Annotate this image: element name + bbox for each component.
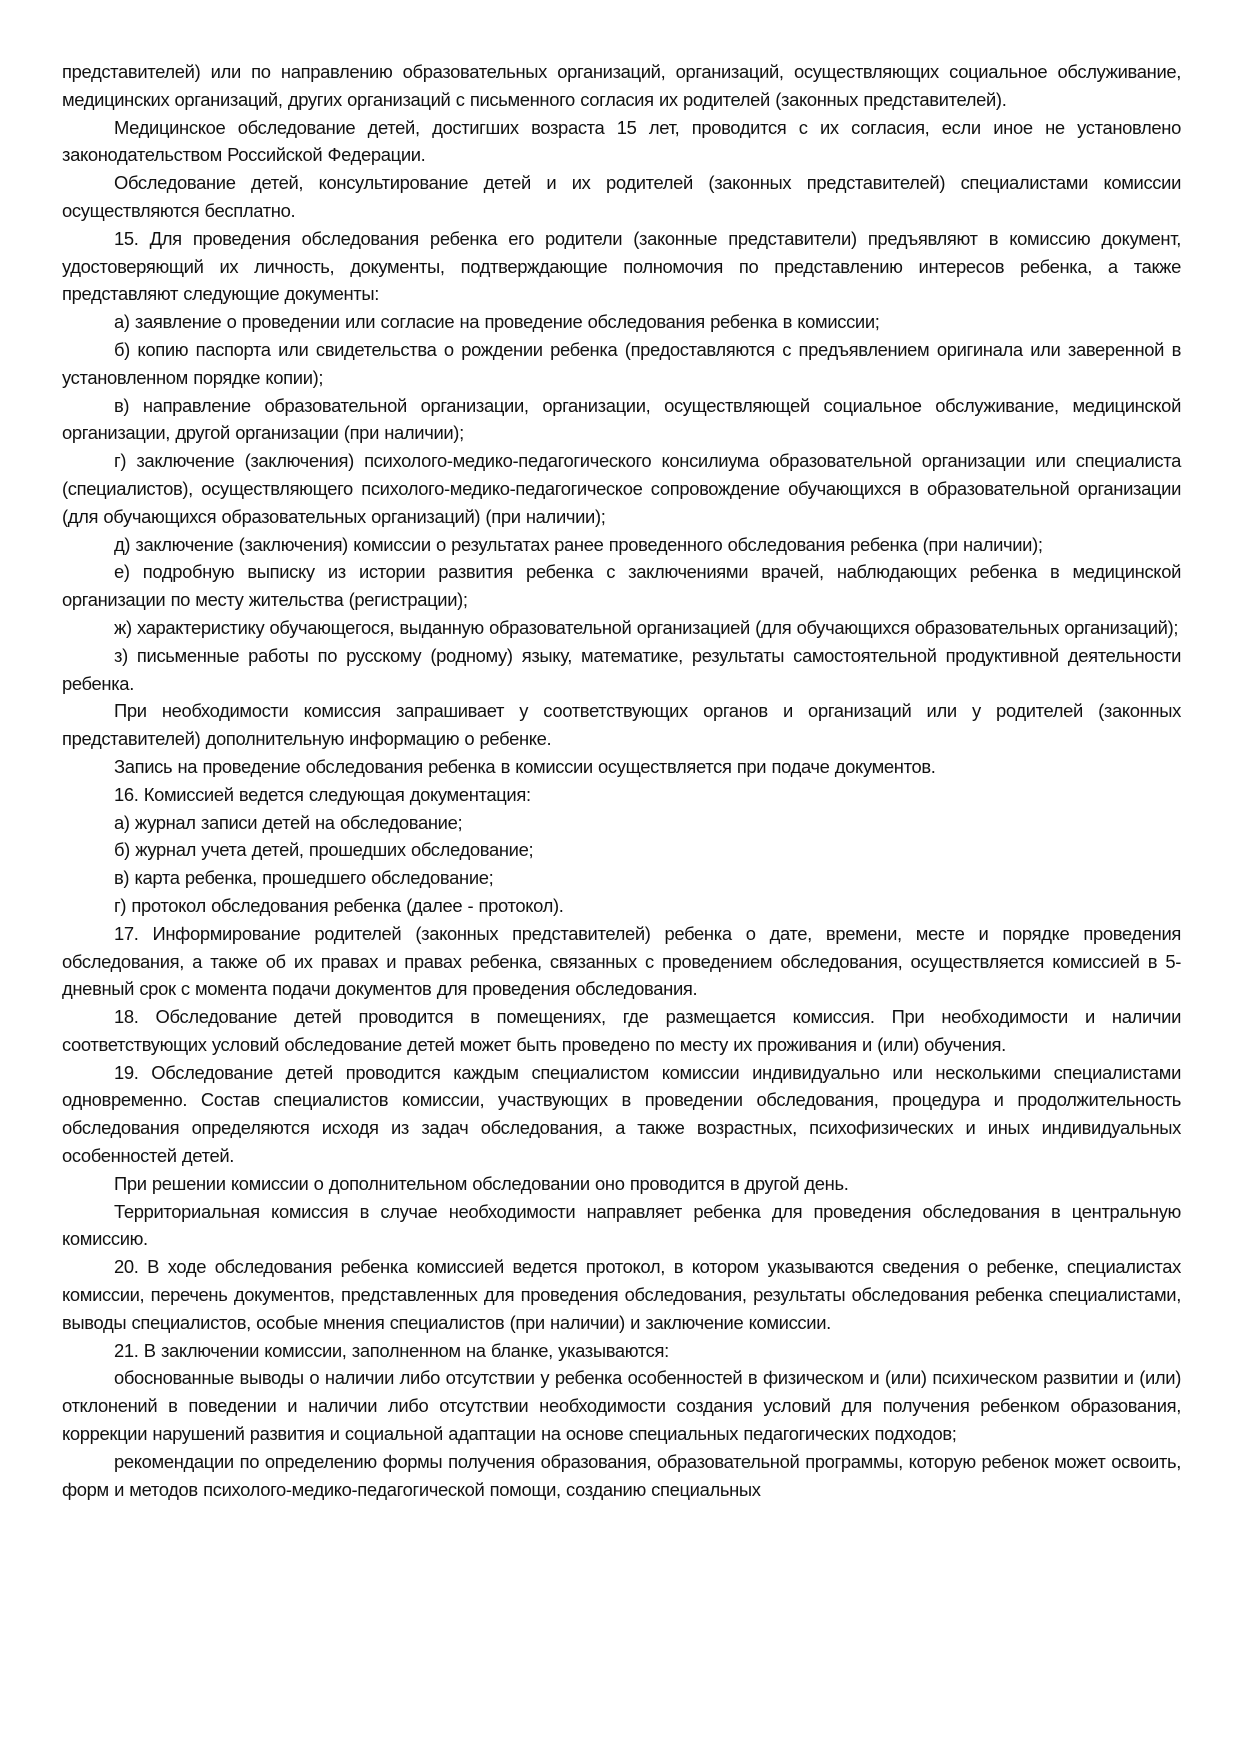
paragraph: б) журнал учета детей, прошедших обследование; (114, 839, 534, 861)
paragraph: г) заключение (заключения) психолого-медико-педагогического консилиума образовательной организации или специалиста (специалистов), осуществляющего психолого-медико-педагогическое сопровождение обучающихся в образовательной организации (для обучающихся образовательных организаций) (при наличии); (62, 450, 1181, 527)
paragraph: 17. Информирование родителей (законных представителей) ребенка о дате, времени, месте и порядке проведения обследования, а также об их правах и правах ребенка, связанных с проведением обследования, осуществляется комиссией в 5-дневный срок с момента подачи документов для проведения обследования. (62, 922, 1181, 1000)
paragraph: обоснованные выводы о наличии либо отсутствии у ребенка особенностей в физическом и (или) психическом развитии и (или) отклонений в поведении и наличии либо отсутствии необходимости создания условий для получения ребенком образования, коррекции нарушений развития и социальной адаптации на основе специальных педагогических подходов; (62, 1367, 1181, 1445)
paragraph: з) письменные работы по русскому (родному) языку, математике, результаты самостоятельной продуктивной деятельности ребенка. (62, 644, 1181, 694)
paragraph: рекомендации по определению формы получения образования, образовательной программы, которую ребенок может освоить, форм и методов психолого-медико-педагогической помощи, созданию специальных (62, 1450, 1181, 1500)
paragraph: 19. Обследование детей проводится каждым специалистом комиссии индивидуально или несколькими специалистами одновременно. Состав специалистов комиссии, участвующих в проведении обследования, процедура и продолжительность обследования определяются исходя из задач обследования, а также возрастных, психофизических и иных индивидуальных особенностей детей. (62, 1061, 1181, 1167)
paragraph: 20. В ходе обследования ребенка комиссией ведется протокол, в котором указываются сведения о ребенке, специалистах комиссии, перечень документов, представленных для проведения обследования, результаты обследования ребенка специалистами, выводы специалистов, особые мнения специалистов (при наличии) и заключение комиссии. (62, 1256, 1181, 1333)
paragraph: 18. Обследование детей проводится в помещениях, где размещается комиссия. При необходимости и наличии соответствующих условий обследование детей может быть проведено по месту их проживания и (или) обучения. (62, 1006, 1181, 1055)
paragraph: При решении комиссии о дополнительном обследовании оно проводится в другой день. (114, 1172, 849, 1194)
paragraph: а) заявление о проведении или согласие на проведение обследования ребенка в комиссии; (114, 311, 880, 333)
paragraph: 21. В заключении комиссии, заполненном на бланке, указываются: (114, 1339, 669, 1361)
paragraph: 15. Для проведения обследования ребенка его родители (законные представители) предъявляют в комиссию документ, удостоверяющий их личность, документы, подтверждающие полномочия по представлению интересов ребенка, а также представляют следующие документы: (62, 227, 1181, 305)
paragraph: в) карта ребенка, прошедшего обследование; (114, 867, 494, 889)
paragraph: Запись на проведение обследования ребенка в комиссии осуществляется при подаче документов. (114, 755, 936, 777)
paragraph: в) направление образовательной организации, организации, осуществляющей социальное обслуживание, медицинской организации, другой организации (при наличии); (62, 394, 1181, 444)
paragraph: г) протокол обследования ребенка (далее - протокол). (114, 894, 564, 916)
paragraph: представителей) или по направлению образовательных организаций, организаций, осуществляющих социальное обслуживание, медицинских организаций, других организаций с письменного согласия их родителей (законных представителей). (62, 61, 1181, 110)
paragraph: Обследование детей, консультирование детей и их родителей (законных представителей) специалистами комиссии осуществляются бесплатно. (62, 172, 1181, 221)
paragraph: ж) характеристику обучающегося, выданную образовательной организацией (для обучающихся образовательных организаций); (114, 616, 1179, 638)
paragraph: Территориальная комиссия в случае необходимости направляет ребенка для проведения обследования в центральную комиссию. (62, 1200, 1181, 1250)
paragraph: Медицинское обследование детей, достигших возраста 15 лет, проводится с их согласия, если иное не установлено законодательством Российской Федерации. (62, 116, 1181, 166)
paragraph: 16. Комиссией ведется следующая документация: (114, 783, 531, 805)
paragraph: б) копию паспорта или свидетельства о рождении ребенка (предоставляются с предъявлением оригинала или заверенной в установленном порядке копии); (62, 338, 1181, 388)
paragraph: е) подробную выписку из истории развития ребенка с заключениями врачей, наблюдающих ребенка в медицинской организации по месту жительства (регистрации); (62, 561, 1181, 611)
document-page (62, 58, 1181, 1503)
paragraph: а) журнал записи детей на обследование; (114, 811, 463, 833)
paragraph: При необходимости комиссия запрашивает у соответствующих органов и организаций или у родителей (законных представителей) дополнительную информацию о ребенке. (62, 700, 1181, 750)
paragraph: д) заключение (заключения) комиссии о результатах ранее проведенного обследования ребенка (при наличии); (114, 533, 1043, 555)
